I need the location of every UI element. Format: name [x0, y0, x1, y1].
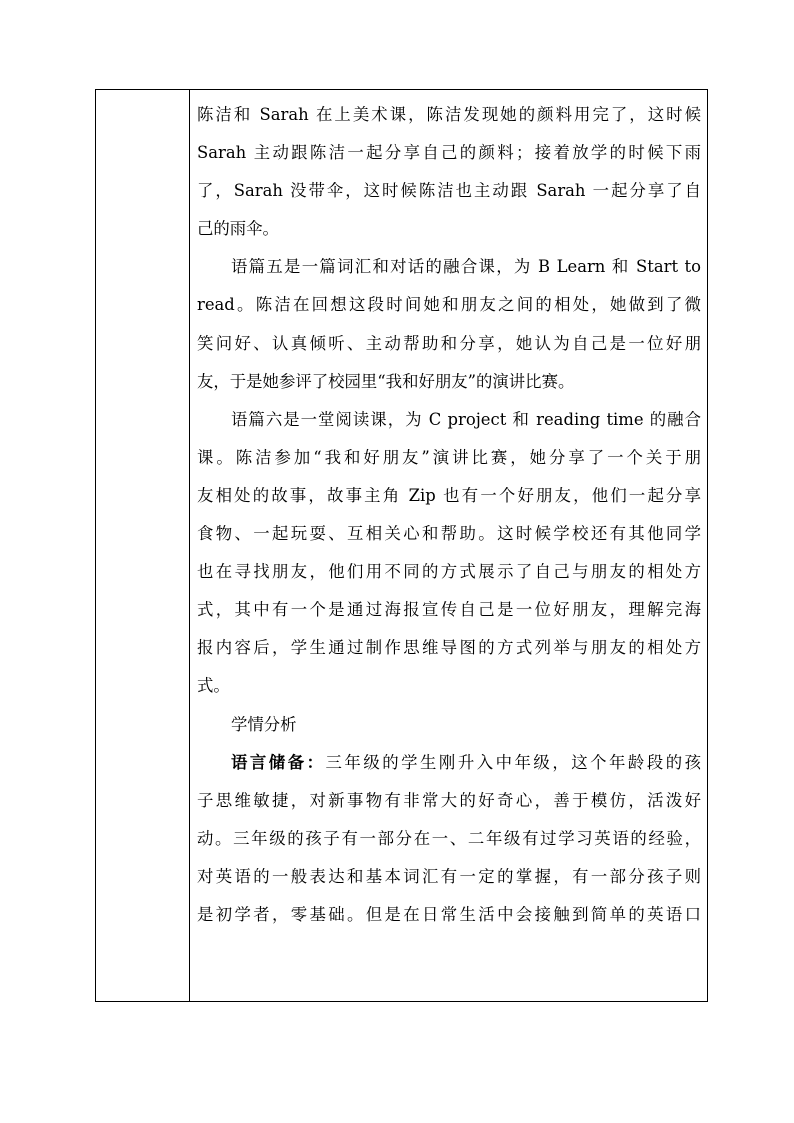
text-line: 报内容后，学生通过制作思维导图的方式列举与朋友的相处方	[197, 638, 701, 658]
text-line: 对英语的一般表达和基本词汇有一定的掌握，有一部分孩子则	[197, 866, 701, 886]
text-line: 食物、一起玩耍、互相关心和帮助。这时候学校还有其他同学	[197, 524, 701, 544]
text-line: 课。陈洁参加“我和好朋友”演讲比赛，她分享了一个关于朋	[197, 447, 701, 467]
text-line: 式，其中有一个是通过海报宣传自己是一位好朋友，理解完海	[197, 600, 701, 620]
text-line: 子思维敏捷，对新事物有非常大的好奇心，善于模仿，活泼好	[197, 790, 701, 810]
text-line: 笑问好、认真倾听、主动帮助和分享，她认为自己是一位好朋	[197, 333, 701, 353]
text-line: 是初学者，零基础。但是在日常生活中会接触到简单的英语口	[197, 904, 701, 924]
text-line: 了，Sarah 没带伞，这时候陈洁也主动跟 Sarah 一起分享了自	[197, 181, 701, 201]
table-content-cell	[191, 90, 707, 1001]
section-heading-learner-analysis: 学情分析	[231, 714, 297, 734]
language-reserve-line	[197, 744, 701, 782]
text-line: 陈洁和 Sarah 在上美术课，陈洁发现她的颜料用完了，这时候	[197, 105, 701, 124]
text-line: 友相处的故事，故事主角 Zip 也有一个好朋友，他们一起分享	[197, 485, 701, 505]
text-line: read。陈洁在回想这段时间她和朋友之间的相处，她做到了微	[197, 295, 701, 315]
text-line: 友，于是她参评了校园里“我和好朋友”的演讲比赛。	[197, 371, 575, 391]
language-reserve-text: 三年级的学生刚升入中年级，这个年龄段的孩	[325, 752, 701, 772]
lesson-plan-table	[95, 89, 708, 1002]
paragraph-5-first-line: 语篇五是一篇词汇和对话的融合课，为 B Learn 和 Start to	[231, 257, 701, 277]
paragraph-6-first-line: 语篇六是一堂阅读课，为 C project 和 reading time 的融合	[231, 409, 701, 429]
text-line: 式。	[197, 676, 230, 696]
text-line: 己的雨伞。	[197, 219, 279, 239]
language-reserve-label: 语言储备：	[231, 752, 326, 772]
text-line: Sarah 主动跟陈洁一起分享自己的颜料；接着放学的时候下雨	[197, 143, 701, 163]
text-line: 也在寻找朋友，他们用不同的方式展示了自己与朋友的相处方	[197, 562, 701, 582]
text-line: 动。三年级的孩子有一部分在一、二年级有过学习英语的经验，	[197, 828, 701, 848]
table-left-cell	[96, 90, 190, 1001]
